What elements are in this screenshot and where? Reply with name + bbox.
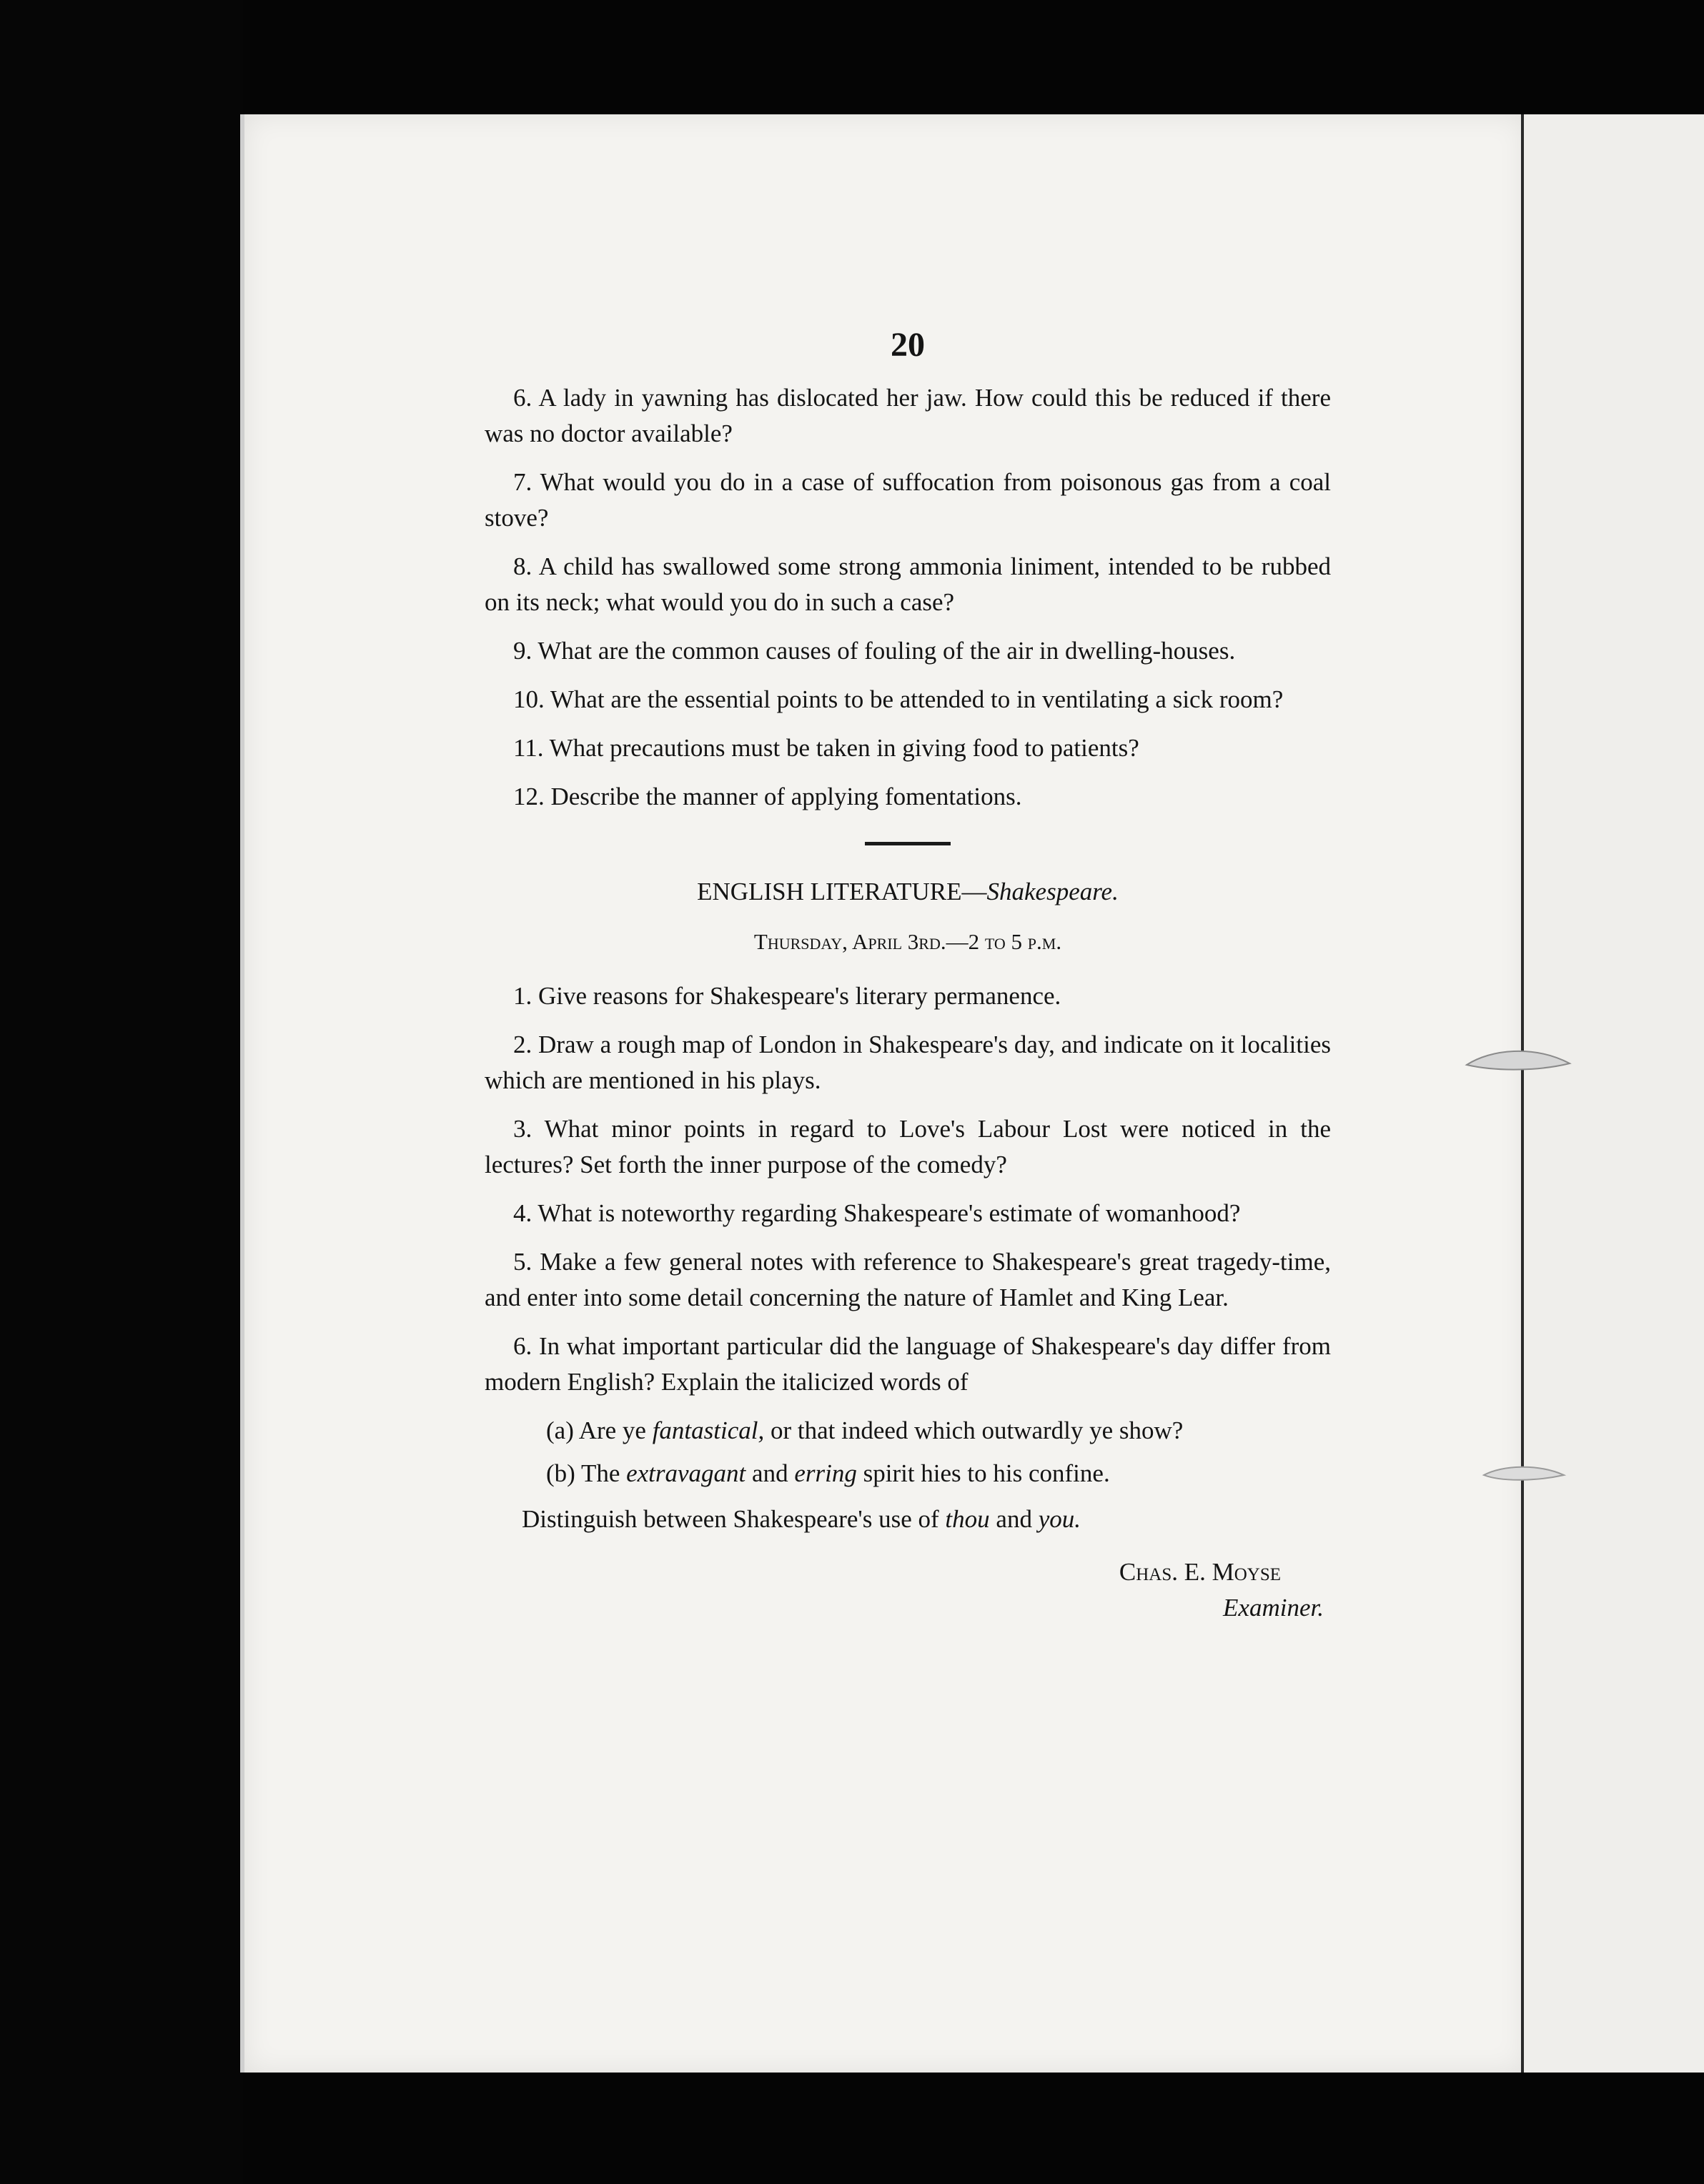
lit-question-3: 3. What minor points in regard to Love's Labour Lost were noticed in the lectures? Set forth the inner purpose of the comedy? (485, 1115, 1331, 1178)
sub-b-text-1: The (580, 1459, 620, 1487)
lit-question-2: 2. Draw a rough map of London in Shakespeare's day, and indicate on it localities which are mentioned in his plays. (485, 1031, 1331, 1094)
examiner-name: Chas. E. Moyse (1119, 1558, 1281, 1586)
question-7: 7. What would you do in a case of suffocation from poisonous gas from a coal stove? (485, 468, 1331, 532)
sub-a-label: (a) (546, 1416, 574, 1444)
left-dark-margin (0, 0, 243, 2184)
lit-question-5: 5. Make a few general notes with reference to Shakespeare's great tragedy-time, and enter into some detail concerning the nature of Hamlet and King Lear. (485, 1248, 1331, 1311)
sub-b-label: (b) (546, 1459, 575, 1487)
section-divider (865, 842, 951, 845)
distinguish-italic-2: you. (1038, 1505, 1081, 1533)
sub-b-italic-2: erring (794, 1459, 857, 1487)
binding-clip-mark-bottom (1481, 1458, 1567, 1494)
adjacent-page-edge (1521, 114, 1704, 2073)
section-title-italic: Shakespeare. (986, 878, 1119, 905)
sub-a-italic-1: fantastical, (652, 1416, 765, 1444)
distinguish-line (485, 1502, 1331, 1537)
binding-clip-mark-top (1462, 1035, 1577, 1085)
question-6: 6. A lady in yawning has dislocated her jaw. How could this be reduced if there was no doctor available? (485, 384, 1331, 447)
question-11: 11. What precautions must be taken in giving food to patients? (513, 734, 1139, 762)
section-heading (485, 874, 1331, 910)
exam-date: Thursday, April 3rd.—2 to 5 p.m. (753, 929, 1062, 954)
lit-question-6: 6. In what important particular did the language of Shakespeare's day differ from modern English? Explain the italicized words of (485, 1332, 1331, 1396)
question-10: 10. What are the essential points to be attended to in ventilating a sick room? (513, 685, 1284, 713)
lit-question-1: 1. Give reasons for Shakespeare's literary permanence. (513, 982, 1061, 1010)
examiner-title (485, 1590, 1331, 1626)
distinguish-italic-1: thou (945, 1505, 990, 1533)
sub-item-b (485, 1456, 1331, 1491)
sub-b-italic-1: extravagant (626, 1459, 746, 1487)
examiner-title-text: Examiner. (1223, 1594, 1324, 1622)
question-9: 9. What are the common causes of fouling of the air in dwelling-houses. (513, 637, 1236, 665)
distinguish-text-2: and (996, 1505, 1032, 1533)
sub-a-text-1: Are ye (578, 1416, 646, 1444)
sub-b-text-3: spirit hies to his confine. (863, 1459, 1110, 1487)
sub-a-text-2: or that indeed which outwardly ye show? (770, 1416, 1184, 1444)
question-12: 12. Describe the manner of applying fomentations. (513, 783, 1022, 810)
sub-b-text-2: and (752, 1459, 788, 1487)
document-text (485, 327, 1331, 1626)
lit-question-4: 4. What is noteworthy regarding Shakespeare's estimate of womanhood? (513, 1199, 1241, 1227)
sub-item-a (485, 1413, 1331, 1449)
question-8: 8. A child has swallowed some strong ammonia liniment, intended to be rubbed on its neck; what would you do in such a case? (485, 552, 1331, 616)
distinguish-text-1: Distinguish between Shakespeare's use of (522, 1505, 939, 1533)
page-number: 20 (891, 326, 925, 364)
section-title: ENGLISH LITERATURE— (697, 878, 987, 905)
